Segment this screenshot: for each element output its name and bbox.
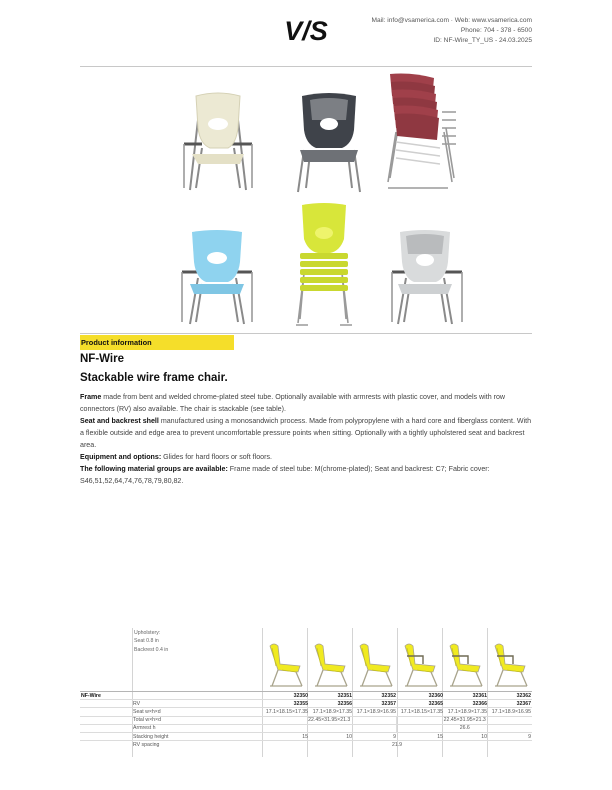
equipment-text: Glides for hard floors or soft floors. xyxy=(161,453,272,461)
model-number: 32361 xyxy=(444,692,488,700)
product-name-cell: NF-Wire xyxy=(80,692,132,700)
model-number: 32360 xyxy=(397,692,444,700)
table-row xyxy=(80,716,532,724)
model-number: 32362 xyxy=(488,692,532,700)
model-thumbnail-32360 xyxy=(401,636,439,688)
row-label-armrest: Armrest h xyxy=(132,724,262,732)
stacking-height: 15 xyxy=(397,732,444,740)
row-label-spacing: RV spacing xyxy=(132,741,262,749)
materials-text: Frame made of steel tube: M(chrome-plated); Seat and backrest: C7; Fabric cover: S46,51,52,64,74,76,78,79,80,82. xyxy=(80,465,490,485)
total-dimensions: 22.45×31.95×21.3 xyxy=(397,716,532,724)
stacking-height: 9 xyxy=(488,732,532,740)
shell-label: Seat and backrest shell xyxy=(80,417,159,425)
chair-photo-light-grey xyxy=(384,228,466,328)
chair-photo-cream xyxy=(176,88,258,194)
rv-model-number: 32367 xyxy=(488,700,532,708)
rv-model-number: 32356 xyxy=(309,700,353,708)
table-row xyxy=(80,732,532,740)
upholstery-backrest: Backrest 0.4 in xyxy=(134,646,169,653)
model-thumbnail-32362 xyxy=(491,636,529,688)
seat-dimensions: 17.1×18.9×16.95 xyxy=(353,708,397,716)
model-thumbnail-32350 xyxy=(266,636,304,688)
chair-photo-blue xyxy=(176,228,258,328)
equipment-paragraph xyxy=(80,451,532,463)
shell xyxy=(390,74,439,141)
stacking-height: 9 xyxy=(353,732,397,740)
equipment-label: Equipment and options: xyxy=(80,453,162,461)
contact-mail-web: Mail: info@vsamerica.com · Web: www.vsamerica.com xyxy=(371,17,532,24)
rv-spacing: 21.9 xyxy=(262,741,532,749)
stacking-height: 15 xyxy=(262,732,309,740)
table-row xyxy=(80,700,532,708)
rv-model-number: 32357 xyxy=(353,700,397,708)
row-label-stacking: Stacking height xyxy=(132,732,262,740)
table-row xyxy=(80,741,532,749)
header-divider xyxy=(80,66,532,67)
vs-logo xyxy=(282,14,330,46)
seat-dimensions: 17.1×18.15×17.35 xyxy=(262,708,309,716)
upholstery-note xyxy=(134,629,168,654)
seat-dimensions: 17.1×18.9×17.35 xyxy=(309,708,353,716)
stacking-height: 10 xyxy=(309,732,353,740)
model-number: 32351 xyxy=(309,692,353,700)
row-label-rv: RV xyxy=(132,700,262,708)
armrest-height: 26.6 xyxy=(397,724,532,732)
seat-dimensions: 17.1×18.15×17.35 xyxy=(397,708,444,716)
rv-model-number: 32366 xyxy=(444,700,488,708)
shell-text: manufactured using a monosandwich process. Made from polypropylene with a hard core and fiberglass content. With a flexible outside and edge area to prevent uncomfortable pressure points when sitting. Optionally with a tightly upholstered seat and backrest area. xyxy=(80,417,532,449)
model-number: 32350 xyxy=(262,692,309,700)
row-label-seat: Seat w×h×d xyxy=(132,708,262,716)
upholstery-seat: Seat 0.8 in xyxy=(134,638,159,645)
model-thumbnail-32351 xyxy=(311,636,349,688)
table-row xyxy=(80,692,532,700)
model-thumbnail-32352 xyxy=(356,636,394,688)
logo-text: V/S xyxy=(284,16,328,46)
stacking-height: 10 xyxy=(444,732,488,740)
seat-dimensions: 17.1×18.9×16.95 xyxy=(488,708,532,716)
contact-block xyxy=(372,16,532,46)
table-row xyxy=(80,724,532,732)
shell-paragraph xyxy=(80,415,532,451)
chair-photo-red-stack xyxy=(382,72,460,194)
chair-photo-grey xyxy=(290,90,368,194)
document-id: ID: NF-Wire_TY_US - 24.03.2025 xyxy=(433,37,532,44)
model-thumbnail-32361 xyxy=(446,636,484,688)
section-badge: Product information xyxy=(80,335,234,350)
upholstery-heading: Upholstery: xyxy=(134,630,161,636)
product-title: NF-Wire xyxy=(80,353,124,365)
frame-text: made from bent and welded chrome-plated steel tube. Optionally available with armrests with plastic cover, and models with row connectors (RV) also available. The chair is stackable (see table). xyxy=(80,393,506,413)
model-number: 32352 xyxy=(353,692,397,700)
frame-paragraph xyxy=(80,391,532,415)
product-description xyxy=(80,391,532,487)
materials-paragraph xyxy=(80,463,532,487)
frame-label: Frame xyxy=(80,393,102,401)
table-row xyxy=(80,708,532,716)
product-subtitle: Stackable wire frame chair. xyxy=(80,372,228,384)
photo-divider xyxy=(80,333,532,334)
total-dimensions: 22.45×31.95×21.3 xyxy=(262,716,397,724)
rv-model-number: 32365 xyxy=(397,700,444,708)
contact-phone: Phone: 704 - 378 - 6500 xyxy=(460,27,532,34)
model-spec-table xyxy=(80,691,532,749)
row-label-total: Total w×h×d xyxy=(132,716,262,724)
materials-label: The following material groups are available: xyxy=(80,465,228,473)
chair-photo-yellow-stack xyxy=(290,203,358,327)
row-label xyxy=(132,692,262,700)
seat-dimensions: 17.1×18.9×17.35 xyxy=(444,708,488,716)
rv-model-number: 32355 xyxy=(262,700,309,708)
